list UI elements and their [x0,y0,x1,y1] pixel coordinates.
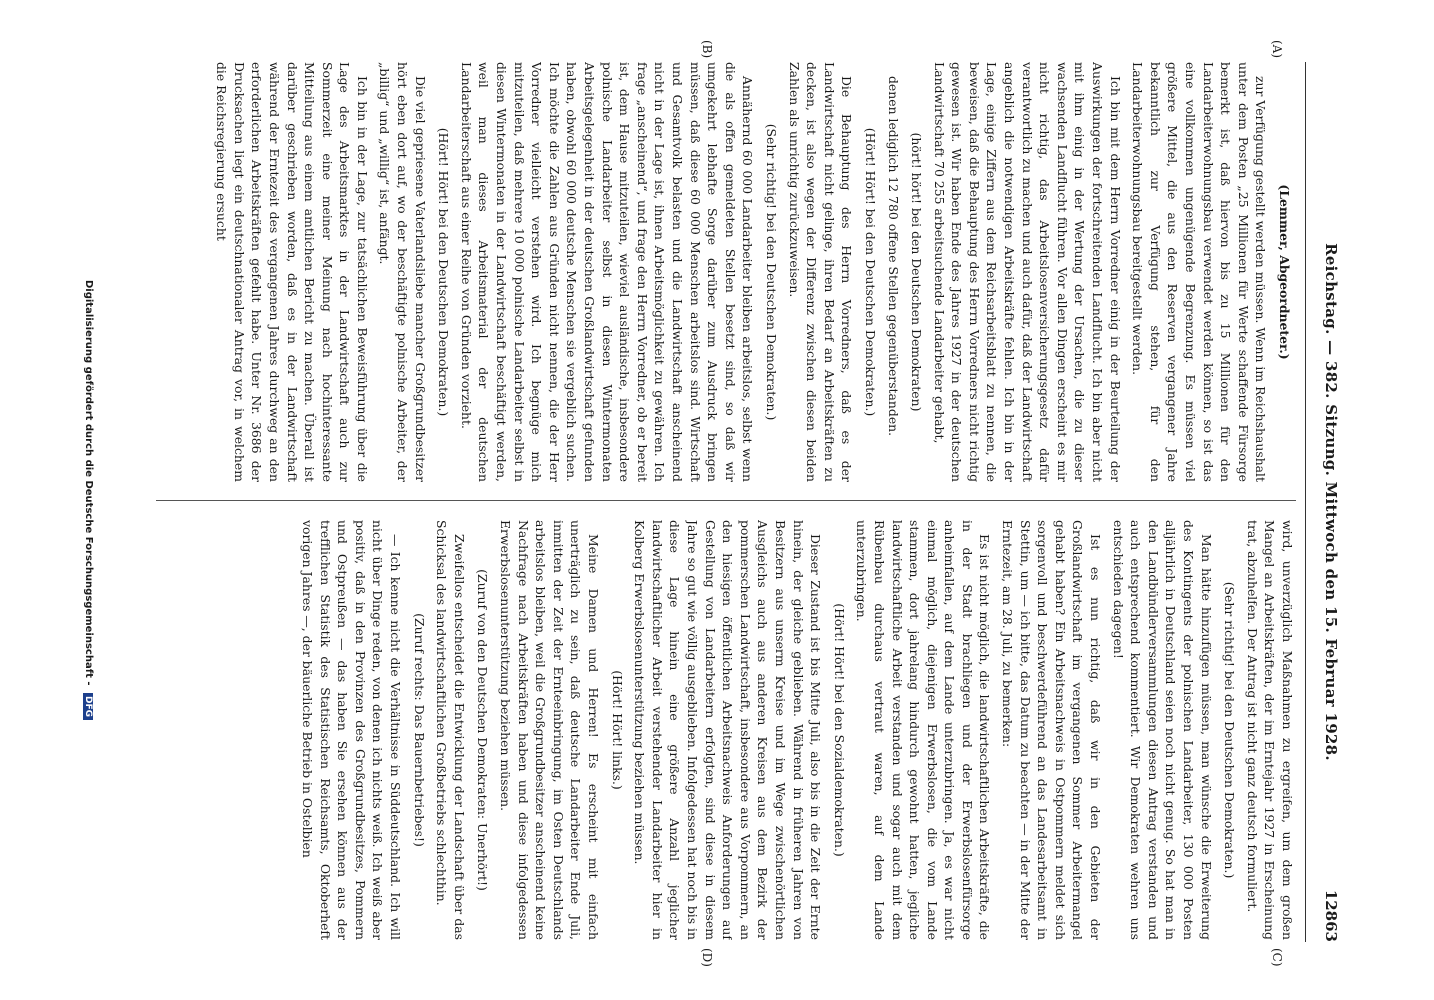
interjection: (Zuruf von den Deutschen Demokraten: Unerhört!) [475,569,491,891]
column-divider [156,500,1296,501]
interjection: (Hört! Hört! bei den Sozialdemokraten.) [831,603,847,857]
credit-text: Digitalisierung gefördert durch die Deutsche Forschungsgemeinschaft - [83,279,94,686]
margin-mark-b: (B) [700,40,714,59]
interjection: (Hört! Hört! bei den Deutschen Demokraten.) [436,127,452,417]
interjection: (Sehr richtig! bei den Deutschen Demokraten.) [1222,581,1238,879]
paragraph: — Ich kenne nicht die Verhältnisse in Süddeutschland. Ich will nicht über Dinge reden, von denen ich nichts weiß. Ich weiß aber positiv, daß in den Provinzen des Großgrundbesitzes, Pommern und Ostpreußen — das haben Sie ersehen können aus der trefflichen Statistik des Statistischen Reichsamts, Oktoberheft vorigen Jahres —, der bäuerliche Betrieb in Ostelbien [300,520,404,940]
paragraph: Annähernd 60 000 Landarbeiter bleiben arbeitslos, selbst wenn die als offen gemeldeten Stellen besetzt sind, so daß wir umgekehrt lebhafte Sorge darüber zum Ausdruck bringen müssen, daß diese 60 000 Menschen arbeitslos sind. Wirtschaft und Gesamtvolk belasten und die Landwirtschaft anscheinend nicht in der Lage ist, ihnen Arbeitsmöglichkeit zu gewähren. Ich frage „anscheinend“, und frage den Herrn Vorredner, ob er bereit ist, dem Hause mitzuteilen, wieviel ausländische, insbesondere polnische Landarbeiter selbst in diesen Wintermonaten Arbeitsgelegenheit in der deutschen Großlandwirtschaft gefunden haben, obwohl 60 000 deutsche Menschen sie vergeblich suchen. Ich möchte die Zahlen aus Gründen nicht nennen, die der Herr Vorredner vielleicht verstehen wird. Ich begnüge mich mitzuteilen, daß mehrere 10 000 polnische Landarbeiter selbst in diesen Wintermonaten in der Landwirtschaft beschäftigt werden, weil man dieses Arbeitsmaterial der deutschen Landarbeiterschaft aus einer Reihe von Gründen vorzieht. [458,62,756,482]
page-number: 12863 [1322,889,1340,942]
margin-mark-a: (A) [1270,40,1284,59]
speaker-label: (Lemmer, Abgeordneter.) [1277,184,1292,360]
paragraph: Meine Damen und Herren! Es erscheint mit einfach unerträglich zu sein, daß deutsche Landarbeiter Ende Juli, inmitten der Zeit der Ernteeinbringung, im Osten Deutschlands arbeitslos bleiben, weil die Großgrundbesitzer anscheinend keine Nachfrage nach Arbeitskräften haben und diese infolgedessen Erwerbslosenunterstützung beziehen müssen. [498,520,602,940]
quoted-paragraph: Es ist nicht möglich, die landwirtschaftlichen Arbeitskräfte, die in der Stadt brachliegen und der Erwerbslosenfürsorge anheimfallen, auf dem Lande unterzubringen. Ja, es war nicht einmal möglich, diejenigen Erwerbslosen, die vom Lande stammen, dort jahrelang hindurch gewohnt hatten, jegliche landwirtschaftliche Arbeit verstanden und sogar auch mit dem Rübenbau durchaus vertraut waren, auf dem Lande unterzubringen. [854,520,993,940]
paragraph: Man hätte hinzufügen müssen, man wünsche die Erweiterung des Kontingents der polnischen Landarbeiter, 130 000 Posten alljährlich in Deutschland seien noch nicht genug. So hat man in den Landbündlerversammlungen diesen Antrag verstanden und auch entsprechend kommentiert. Wir Demokraten wehren uns entschieden dagegen! [1110,520,1214,940]
paragraph: wird, unverzüglich Maßnahmen zu ergreifen, um dem großen Mangel an Arbeitskräften, der im Erntejahr 1927 in Erscheinung trat, abzuhelfen. Der Antrag ist nicht ganz deutsch formuliert. [1244,520,1295,940]
right-column [156,520,1296,940]
digitization-credit [83,0,94,1000]
left-column [156,62,1296,482]
header-rule [1305,62,1306,942]
dfg-logo: DFG [83,693,93,720]
paragraph: Die viel gepriesene Vaterlandsliebe mancher Großgrundbesitzer hört eben dort auf, wo der beschäftigte polnische Arbeiter, der „billig“ und „willig“ ist, anfängt. [377,62,428,482]
interjection: (hört! hört! bei den Deutschen Demokraten) [909,132,925,412]
page-header [1310,62,1340,942]
margin-mark-d: (D) [700,948,714,967]
interjection: (Hört! Hört! links.) [609,670,625,790]
paragraph: Ist es nun richtig, daß wir in den Gebieten der Großlandwirtschaft im vergangenen Sommer Arbeitermangel gehabt haben? Ein Arbeitsnachweis in Ostpommern meldet sich sorgenvoll und beschwerdeführend an das Landesarbeitsamt in Stettin, um — ich bitte, das Datum zu beachten — in der Mitte der Erntezeit, am 28. Juli, zu bemerken: [1000,520,1104,940]
paragraph: zur Verfügung gestellt werden müssen. Wenn im Reichshaushalt unter dem Posten „25 Millionen für Werte schaffende Fürsorge bemerkt ist, daß hiervon bis zu 15 Millionen für den Landarbeiterwohnungsbau verwendet werden können, so ist das eine vollkommen ungenügende Begrenzung. Es müssen viel größere Mittel, die aus den Reserven vergangener Jahre bekanntlich zur Verfügung stehen, für den Landarbeiterwohnungsbau bereitgestellt werden. [1130,62,1269,482]
quoted-paragraph: Dieser Zustand ist bis Mitte Juli, also bis in die Zeit der Ernte hinein, der gleiche geblieben. Während in früheren Jahren von Besitzern aus unserm Kreise und im Wege zwischenörtlichen Ausgleichs auch aus anderen Kreisen aus dem Bezirk der pommerschen Landwirtschaft, insbesondere aus Vorpommern, an den hiesigen öffentlichen Arbeitsnachweis Anforderungen auf Gestellung von Landarbeitern erfolgten, sind diese in diesem Jahre so gut wie völlig ausgeblieben. Infolgedessen hat noch bis in diese Lage hinein eine größere Anzahl jeglicher landwirtschaftlicher Arbeit verstehender Landarbeiter hier in Kolberg Erwerbslosenunterstützung beziehen müssen. [632,520,824,940]
interjection: (Sehr richtig! bei den Deutschen Demokraten.) [763,123,779,421]
paragraph: Ich bin in der Lage, zur tatsächlichen Beweisführung über die Lage des Arbeitsmarktes in der Landwirtschaft auch zur Sommerzeit eine meiner Meinung nach hochinteressante Mitteilung aus einem amtlichen Bericht zu machen. Überall ist darüber geschrieben worden, daß es in der Landwirtschaft während der Erntezeit des vergangenen Jahres durchweg an den erforderlichen Arbeitskräften gefehlt habe. Unter Nr. 3686 der Drucksachen liegt ein deutschnationaler Antrag vor, in welchem die Reichsregierung ersucht [214,62,370,482]
paragraph: Zweifellos entscheidet die Entwicklung der Landschaft über das Schicksal des landwirtschaftlichen Großbetriebs schlechthin. [434,520,467,940]
paragraph: Die Behauptung des Herrn Vorredners, daß es der Landwirtschaft nicht gelinge, ihren Bedarf an Arbeitskräften zu decken, ist also wegen der Differenz zwischen diesen beiden Zahlen als unrichtig zurückzuweisen. [786,62,855,482]
header-title: Reichstag. — 382. Sitzung. Mittwoch den 15. Februar 1928. [1322,243,1340,761]
interjection: (Hört! Hört! bei den Deutschen Demokraten.) [862,127,878,417]
paragraph: denen lediglich 12 780 offene Stellen gegenüberstanden. [885,76,901,437]
paragraph: Ich bin mit dem Herrn Vorredner einig in der Beurteilung der Auswirkungen der fortschreitenden Landflucht. Ich bin aber nicht mit ihm einig in der Wertung der Ursachen, die zu dieser wachsenden Landflucht führen. Vor allen Dingen erscheint es mir nicht richtig, das Arbeitslosenversicherungsgesetz dafür verantwortlich zu machen und auch dafür, daß der Landwirtschaft angeblich die notwendigen Arbeitskräfte fehlen. Ich bin in der Lage, einige Ziffern aus dem Reichsarbeitsblatt zu nennen, die beweisen, daß die Behauptung des Herrn Vorredners nicht richtig gewesen ist. Wir haben Ende des Jahres 1927 in der deutschen Landwirtschaft 70 255 arbeitsuchende Landarbeiter gehabt, [931,62,1123,482]
margin-mark-c: (C) [1270,948,1284,967]
interjection: (Zuruf rechts: Das Bauernbetriebes!) [411,613,427,847]
